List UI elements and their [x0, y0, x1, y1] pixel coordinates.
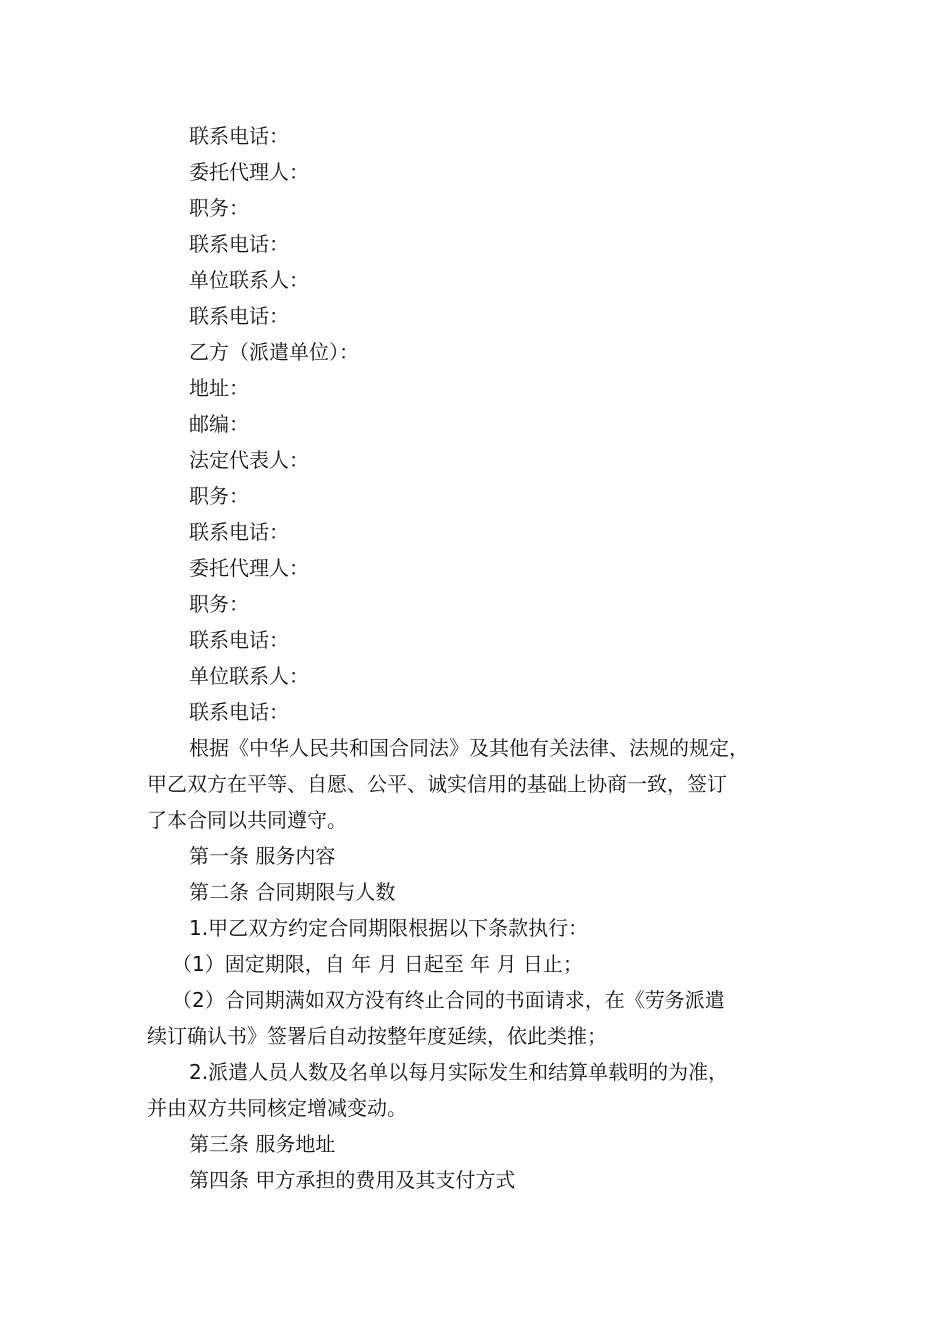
- party-a-contact-person-label: 单位联系人：: [189, 268, 309, 292]
- preamble-line-2: 甲乙双方在平等、自愿、公平、诚实信用的基础上协商一致，签订: [147, 772, 727, 796]
- party-b-position-label: 职务：: [189, 484, 249, 508]
- article-2-item-1b-line-1: （2）合同期满如双方没有终止合同的书面请求，在《劳务派遣: [172, 988, 725, 1012]
- document-body: [147, 118, 817, 1198]
- article-2-item-1a: （1）固定期限，自 年 月 日起至 年 月 日止；: [172, 952, 583, 976]
- party-b-postcode-label: 邮编：: [189, 412, 249, 436]
- party-b-agent-label: 委托代理人：: [189, 556, 309, 580]
- party-b-legal-rep-label: 法定代表人：: [189, 448, 309, 472]
- article-4-heading: 第四条 甲方承担的费用及其支付方式: [189, 1168, 516, 1192]
- article-1-heading: 第一条 服务内容: [189, 844, 336, 868]
- preamble-line-1: 根据《中华人民共和国合同法》及其他有关法律、法规的规定，: [189, 736, 749, 760]
- article-3-heading: 第三条 服务地址: [189, 1132, 336, 1156]
- party-a-phone-label: 联系电话：: [189, 124, 289, 148]
- party-a-contact-phone-label: 联系电话：: [189, 304, 289, 328]
- party-b-address-label: 地址：: [189, 376, 249, 400]
- party-b-contact-person-label: 单位联系人：: [189, 664, 309, 688]
- party-a-agent-label: 委托代理人：: [189, 160, 309, 184]
- article-2-heading: 第二条 合同期限与人数: [189, 880, 396, 904]
- party-b-phone-label: 联系电话：: [189, 520, 289, 544]
- preamble-line-3: 了本合同以共同遵守。: [147, 808, 347, 832]
- article-2-item-1b-line-2: 续订确认书》签署后自动按整年度延续，依此类推；: [147, 1024, 607, 1048]
- article-2-item-2-line-1: 2.派遣人员人数及名单以每月实际发生和结算单载明的为准，: [189, 1060, 729, 1084]
- party-a-agent-phone-label: 联系电话：: [189, 232, 289, 256]
- party-b-title: 乙方（派遣单位）：: [189, 340, 359, 364]
- party-b-agent-position-label: 职务：: [189, 592, 249, 616]
- party-b-contact-phone-label: 联系电话：: [189, 700, 289, 724]
- article-2-item-1: 1.甲乙双方约定合同期限根据以下条款执行：: [189, 916, 589, 940]
- party-a-position-label: 职务：: [189, 196, 249, 220]
- article-2-item-2-line-2: 并由双方共同核定增减变动。: [147, 1096, 407, 1120]
- party-b-agent-phone-label: 联系电话：: [189, 628, 289, 652]
